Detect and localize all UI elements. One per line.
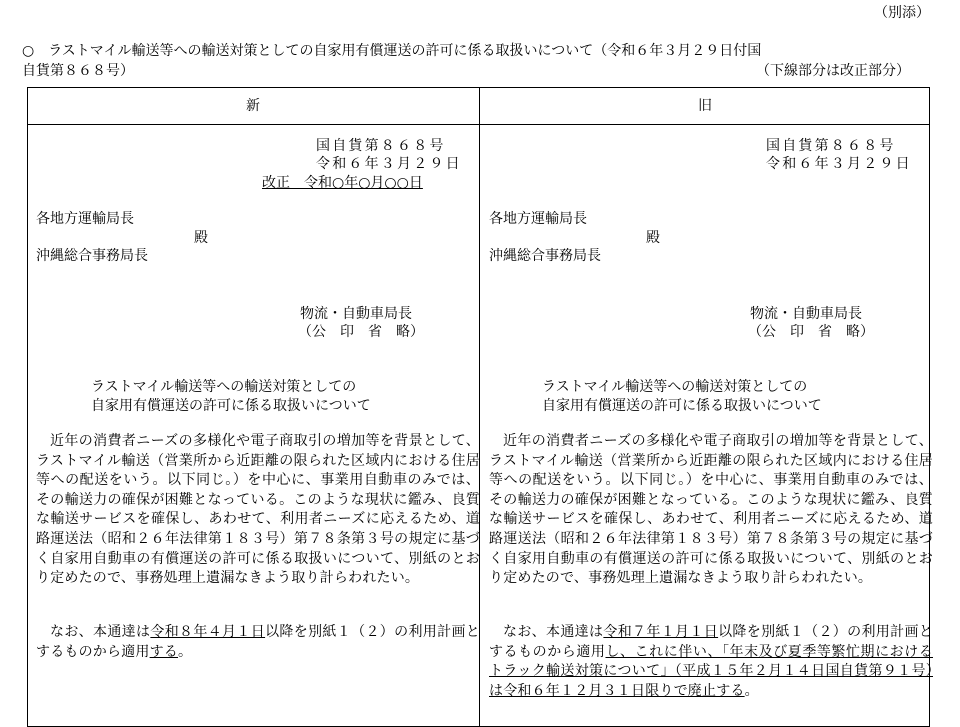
new-sender: 物流・自動車局長 — [300, 306, 412, 322]
document-heading-line1: ○ ラストマイル輸送等への輸送対策としての自家用有償運送の許可に係る取扱いについて（令和６年３月２９日付国 — [22, 43, 762, 59]
column-header-new: 新 — [246, 98, 260, 114]
new-addressee-regional: 各地方運輸局長 — [36, 211, 134, 227]
new-revision-prefix: 改正 — [262, 175, 290, 191]
old-title-line1: ラストマイル輸送等への輸送対策としての — [542, 379, 808, 395]
new-seal-omitted: （公 印 省 略） — [298, 324, 424, 340]
column-header-old: 旧 — [698, 98, 712, 114]
new-title-line2: 自家用有償運送の許可に係る取扱いについて — [91, 398, 371, 414]
new-title-line1: ラストマイル輸送等への輸送対策としての — [91, 379, 357, 395]
old-body-paragraph: 近年の消費者ニーズの多様化や電子商取引の増加等を背景として、ラストマイル輸送（営業所から近距離の限られた区域内における住居等への配送をいう。以下同じ。）を中心に、事業用自動車のみでは、その輸送力の確保が困難となっている。このような現状に鑑み、良質な輸送サービスを確保し、あわせて、利用者ニーズに応えるため、道路運送法（昭和２６年法律第１８３号）第７８条第３号の規定に基づく自家用自動車の有償運送の許可に係る取扱いについて、別紙のとおり定めたので、事務処理上遺漏なきよう取り計らわれたい。 — [489, 433, 933, 587]
old-sender: 物流・自動車局長 — [750, 306, 862, 322]
new-reference-number: 国自貨第８６８号 — [316, 138, 446, 154]
new-effective-date: 令和８年４月１日 — [150, 624, 266, 640]
new-body-paragraph: 近年の消費者ニーズの多様化や電子商取引の増加等を背景として、ラストマイル輸送（営業所から近距離の限られた区域内における住居等への配送をいう。以下同じ。）を中心に、事業用自動車のみでは、その輸送力の確保が困難となっている。このような現状に鑑み、良質な輸送サービスを確保し、あわせて、利用者ニーズに応えるため、道路運送法（昭和２６年法律第１８３号）第７８条第３号の規定に基づく自家用自動車の有償運送の許可に係る取扱いについて、別紙のとおり定めたので、事務処理上遺漏なきよう取り計らわれたい。 — [36, 433, 480, 587]
new-revision-line — [262, 174, 423, 192]
old-note-paragraph: なお、本通達は令和７年１月１日以降を別紙１（２）の利用計画とするものから適用し、これに伴い、「年末及び夏季等繁忙期におけるトラック輸送対策について」（平成１５年２月１４日国自貨第９１号）は令和６年１２月３１日限りで廃止する。 — [489, 624, 934, 699]
old-honorific: 殿 — [646, 230, 660, 246]
new-reference-date: 令和６年３月２９日 — [316, 156, 462, 172]
old-addressee-okinawa: 沖縄総合事務局長 — [489, 248, 601, 264]
new-honorific: 殿 — [194, 230, 208, 246]
header-row-divider — [27, 124, 930, 125]
old-reference-date: 令和６年３月２９日 — [766, 156, 912, 172]
old-title-line2: 自家用有償運送の許可に係る取扱いについて — [542, 398, 822, 414]
new-changed-text: する — [149, 643, 179, 660]
new-note-paragraph: なお、本通達は令和８年４月１日以降を別紙１（２）の利用計画とするものから適用する。 — [36, 624, 481, 660]
old-seal-omitted: （公 印 省 略） — [748, 324, 874, 340]
old-addressee-regional: 各地方運輸局長 — [489, 211, 587, 227]
old-reference-number: 国自貨第８６８号 — [766, 138, 896, 154]
new-revision-date: 令和○年○月○○日 — [304, 175, 423, 191]
old-effective-date: 令和７年１月１日 — [603, 624, 719, 640]
old-changed-text: し、これに伴い、「年末及び夏季等繁忙期におけるトラック輸送対策について」（平成１５年２月１４日国自貨第９１号）は令和６年１２月３１日限りで廃止する — [489, 643, 933, 699]
underline-note: （下線部分は改正部分） — [756, 63, 910, 79]
new-addressee-okinawa: 沖縄総合事務局長 — [36, 248, 148, 264]
annex-label: （別添） — [874, 5, 930, 21]
document-heading-line2: 自貨第８６８号） — [22, 63, 134, 79]
